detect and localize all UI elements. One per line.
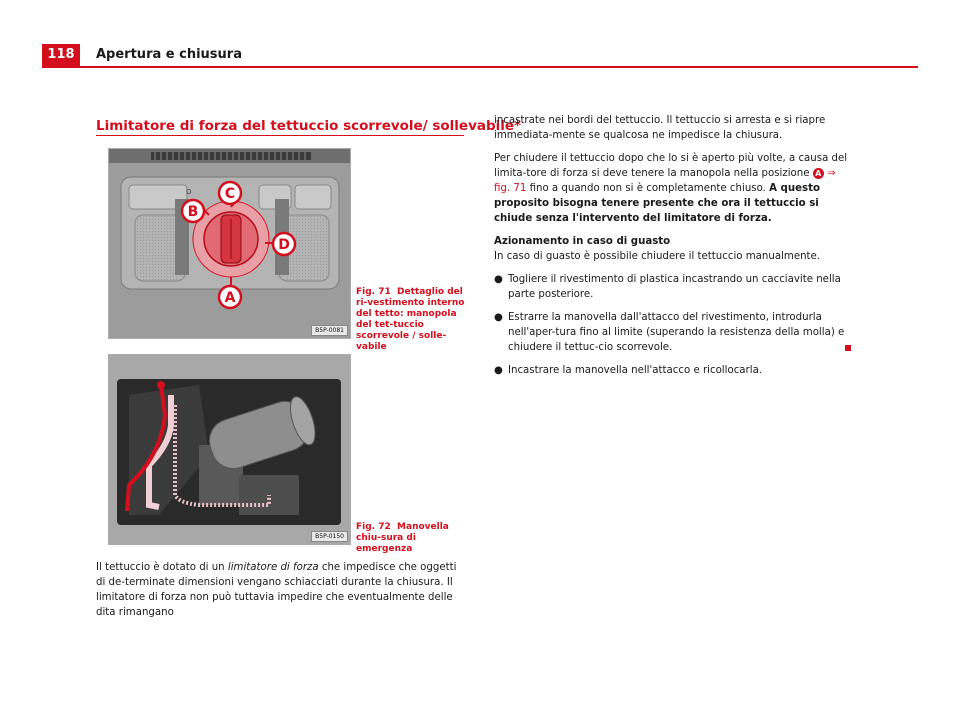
figure-72-caption-text: Manovella chiu-sura di emergenza [356,522,449,554]
list-item [494,272,854,302]
left-paragraph-emphasis: limitatore di forza [227,562,319,573]
section-rule [96,135,464,136]
bullet-icon: ● [494,274,503,285]
figure-71-number: Fig. 71 [356,287,391,297]
figure-71-cross-reference[interactable]: ⇒ fig. 71 [494,168,836,194]
running-title: Apertura e chiusura [96,47,242,62]
bullet-text-2: Estrarre la manovella dall'attacco del rivestimento, introdurla nell'aper-tura fino al limite (superando la resistenza della molla) e chiudere il tettuc-cio scorrevole. [508,312,845,353]
figure-71-image [108,148,351,339]
bullet-icon: ● [494,365,503,376]
list-item [494,310,854,355]
left-paragraph [96,560,468,620]
right-paragraph-3: In caso di guasto è possibile chiudere il tettuccio manualmente. [494,251,821,262]
figure-72-number: Fig. 72 [356,522,391,532]
right-paragraph-2-start: Per chiudere il tettuccio dopo che lo si è aperto più volte, a causa del limita-tore di forza si deve tenere la manopola nella posizione [494,153,848,179]
left-paragraph-end: che impedisce che oggetti di de-terminate dimensioni vengano schiacciati durante la chiusura. Il limitatore di forza non può tuttavia impedire che eventualmente delle dita rimangano [96,562,457,618]
emergency-subheading-text: Azionamento in caso di guasto [494,236,671,247]
knob-mark-text: O [186,188,192,196]
bullet-text-1: Togliere il rivestimento di plastica incastrando un cacciavite nella parte posteriore. [508,274,841,300]
list-item [494,363,854,378]
callout-b-label: B [187,204,199,220]
callout-a-label: A [224,290,236,306]
figure-72-caption [356,522,466,555]
bullet-icon: ● [494,312,503,323]
right-paragraph-2-bold: A questo proposito bisogna tenere presente che ora il tettuccio si chiude senza l'intervento del limitatore di forza. [494,183,820,224]
callout-d-label: D [278,237,290,253]
figure-72-id: B5P-0150 [311,531,348,542]
emergency-subheading [494,234,854,249]
figure-71-id: B5P-0081 [311,325,348,336]
figure-71-caption-text: Dettaglio del ri-vestimento interno del tetto: manopola del tet-tuccio scorrevole / solle-vabile [356,287,465,352]
position-a-marker: A [813,168,824,179]
section-title: Limitatore di forza del tettuccio scorrevole/ sollevabile* [96,118,522,134]
figure-72-image [108,354,351,545]
section-end-marker [845,345,851,351]
header-rule [42,66,918,68]
figure-71-caption [356,287,466,353]
callout-c-label: C [224,186,236,202]
right-paragraph-2-mid: fino a quando non si è completamente chiuso. [526,183,770,194]
right-paragraph-2 [494,151,854,226]
right-column [494,113,854,386]
page-number: 118 [42,44,80,66]
left-paragraph-start: Il tettuccio è dotato di un [96,562,228,573]
bullet-text-3: Incastrare la manovella nell'attacco e ricollocarla. [508,365,763,376]
right-paragraph-1: incastrate nei bordi del tettuccio. Il tettuccio si arresta e si riapre immediata-mente se qualcosa ne impedisce la chiusura. [494,115,826,141]
